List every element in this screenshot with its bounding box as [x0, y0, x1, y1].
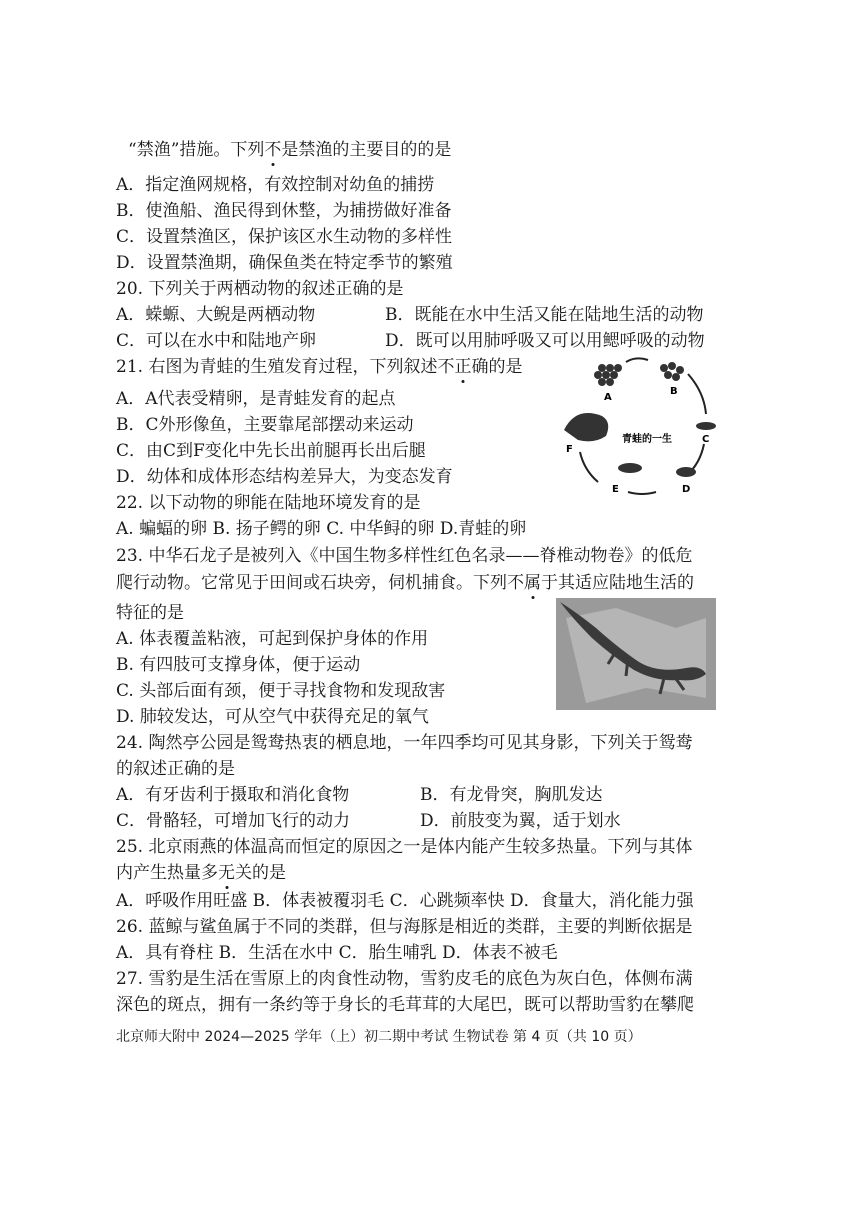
q24-option-c: C．骨骼轻，可增加飞行的动力	[116, 811, 351, 831]
emphasis-text: 无	[218, 863, 235, 883]
q24-option-a: A．有牙齿利于摄取和消化食物	[116, 785, 350, 805]
skink-photo	[556, 598, 716, 710]
q22-options: A. 蝙蝠的卵 B. 扬子鳄的卵 C. 中华鲟的卵 D.青蛙的卵	[116, 519, 527, 539]
q23-text-2: 爬行动物。它常见于田间或石块旁，伺机捕食。下列不属于其适应陆地生活的	[116, 573, 694, 593]
q25-text-1: 25. 北京雨燕的体温高而恒定的原因之一是体内能产生较多热量。下列与其体	[116, 837, 693, 857]
q20-option-a: A．蝾螈、大鲵是两栖动物	[116, 305, 316, 325]
q23-text-1: 23. 中华石龙子是被列入《中国生物多样性红色名录——脊椎动物卷》的低危	[116, 546, 693, 566]
q19-option-b: B．使渔船、渔民得到休整，为捕捞做好准备	[116, 201, 452, 221]
q23-option-a: A. 体表覆盖粘液，可起到保护身体的作用	[116, 629, 429, 649]
q27-text-2: 深色的斑点，拥有一条约等于身长的毛茸茸的大尾巴，既可以帮助雪豹在攀爬	[116, 995, 694, 1015]
q26-stem: 26. 蓝鲸与鲨鱼属于不同的类群，但与海豚是相近的类群，主要的判断依据是	[116, 917, 693, 937]
q19-stem: “禁渔”措施。下列不是禁渔的主要目的的是	[128, 140, 452, 160]
q23-text-3: 特征的是	[116, 603, 184, 623]
q21-stem: 21. 右图为青蛙的生殖发育过程，下列叙述不正确的是	[116, 357, 523, 377]
q25-options: A．呼吸作用旺盛 B．体表被覆羽毛 C．心跳频率快 D．食量大，消化能力强	[116, 891, 694, 911]
q26-options: A．具有脊柱 B．生活在水中 C．胎生哺乳 D．体表不被毛	[116, 943, 558, 963]
q20-option-d: D．既可以用肺呼吸又可以用鳃呼吸的动物	[385, 331, 705, 351]
q24-text-1: 24. 陶然亭公园是鸳鸯热衷的栖息地，一年四季均可见其身影，下列关于鸳鸯	[116, 733, 693, 753]
stage-label-a: A	[604, 392, 612, 403]
stage-label-c: C	[702, 434, 710, 445]
stage-label-f: F	[566, 444, 573, 455]
cycle-center-label: 青蛙的一生	[622, 434, 672, 445]
q22-stem: 22. 以下动物的卵能在陆地环境发育的是	[116, 493, 421, 513]
emphasis-text: 不正确	[437, 357, 489, 377]
q20-option-c: C．可以在水中和陆地产卵	[116, 331, 317, 351]
q23-option-b: B. 有四肢可支撑身体，便于运动	[116, 655, 361, 675]
q21-option-c: C．由C到F变化中先长出前腿再长出后腿	[116, 441, 426, 461]
emphasis-text: 不属于	[507, 573, 558, 593]
q21-option-b: B．C外形像鱼，主要靠尾部摆动来运动	[116, 415, 414, 435]
stage-label-e: E	[612, 484, 619, 495]
q23-option-d: D. 肺较发达，可从空气中获得充足的氧气	[116, 707, 429, 727]
q20-stem: 20. 下列关于两栖动物的叙述正确的是	[116, 279, 404, 299]
q21-option-a: A．A代表受精卵，是青蛙发育的起点	[116, 389, 396, 409]
frog-life-cycle-diagram	[556, 352, 728, 502]
q20-option-b: B．既能在水中生活又能在陆地生活的动物	[385, 305, 704, 325]
q25-text-2: 内产生热量多无关的是	[116, 863, 286, 883]
q27-text-1: 27. 雪豹是生活在雪原上的肉食性动物，雪豹皮毛的底色为灰白色，体侧布满	[116, 969, 693, 989]
q21-option-d: D．幼体和成体形态结构差异大，为变态发育	[116, 467, 453, 487]
q23-option-c: C. 头部后面有颈，便于寻找食物和发现敌害	[116, 681, 446, 701]
page-footer: 北京师大附中 2024—2025 学年（上）初二期中考试 生物试卷 第 4 页（共 10 页）	[116, 1029, 642, 1045]
q19-option-a: A．指定渔网规格，有效控制对幼鱼的捕捞	[116, 175, 435, 195]
emphasis-mark: 不	[264, 140, 282, 160]
q19-option-c: C．设置禁渔区，保护该区水生动物的多样性	[116, 227, 453, 247]
q24-text-2: 的叙述正确的是	[116, 759, 235, 779]
q24-option-d: D．前肢变为翼，适于划水	[420, 811, 621, 831]
q19-option-d: D．设置禁渔期，确保鱼类在特定季节的繁殖	[116, 253, 453, 273]
stage-label-d: D	[682, 484, 691, 495]
q24-option-b: B．有龙骨突，胸肌发达	[420, 785, 603, 805]
stage-label-b: B	[670, 386, 678, 397]
